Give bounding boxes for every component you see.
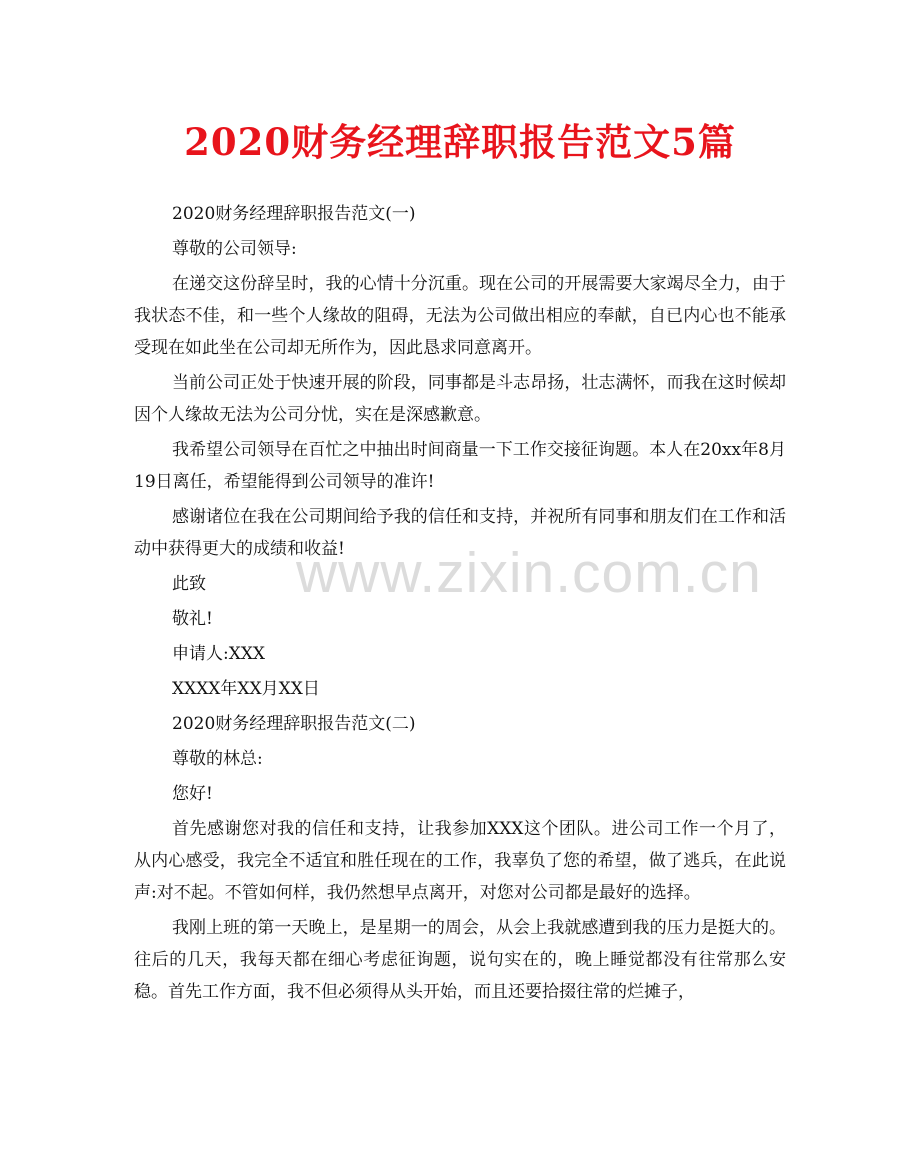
watermark-text: www.zixin.com.cn — [296, 541, 762, 605]
applicant-line: 申请人:XXX — [172, 644, 266, 664]
closing-line: 此致 — [172, 574, 206, 594]
body-paragraph: 我希望公司领导在百忙之中抽出时间商量一下工作交接征询题。本人在20xx年8月19日离任，希望能得到公司领导的准许! — [134, 440, 786, 492]
document-body — [134, 198, 786, 1011]
body-paragraph: 感谢诸位在我在公司期间给予我的信任和支持，并祝所有同事和朋友们在工作和活动中获得更大的成绩和收益! — [134, 507, 786, 559]
section-heading: 2020财务经理辞职报告范文(二) — [172, 714, 416, 734]
document-title: 2020财务经理辞职报告范文5篇 — [184, 120, 736, 164]
body-paragraph: 我刚上班的第一天晚上，是星期一的周会，从会上我就感遭到我的压力是挺大的。往后的几天，我每天都在细心考虑征询题，说句实在的，晚上睡觉都没有往常那么安稳。首先工作方面，我不但必须得从头开始，而且还要拾掇往常的烂摊子， — [134, 918, 786, 1002]
salutation: 尊敬的公司领导: — [172, 239, 297, 259]
body-paragraph: 在递交这份辞呈时，我的心情十分沉重。现在公司的开展需要大家竭尽全力，由于我状态不佳，和一些个人缘故的阻碍，无法为公司做出相应的奉献，自已内心也不能承受现在如此坐在公司却无所作为，因此恳求同意离开。 — [134, 274, 786, 358]
greeting: 您好! — [172, 784, 213, 804]
section-heading: 2020财务经理辞职报告范文(一) — [172, 204, 416, 224]
body-paragraph: 首先感谢您对我的信任和支持，让我参加XXX这个团队。进公司工作一个月了，从内心感受，我完全不适宜和胜任现在的工作，我辜负了您的希望，做了逃兵，在此说声:对不起。不管如何样，我仍然想早点离开，对您对公司都是最好的选择。 — [134, 819, 786, 903]
date-line: XXXX年XX月XX日 — [172, 679, 320, 699]
salutation: 尊敬的林总: — [172, 749, 263, 769]
body-paragraph: 当前公司正处于快速开展的阶段，同事都是斗志昂扬，壮志满怀，而我在这时候却因个人缘故无法为公司分忧，实在是深感歉意。 — [134, 373, 786, 425]
closing-line: 敬礼! — [172, 609, 213, 629]
